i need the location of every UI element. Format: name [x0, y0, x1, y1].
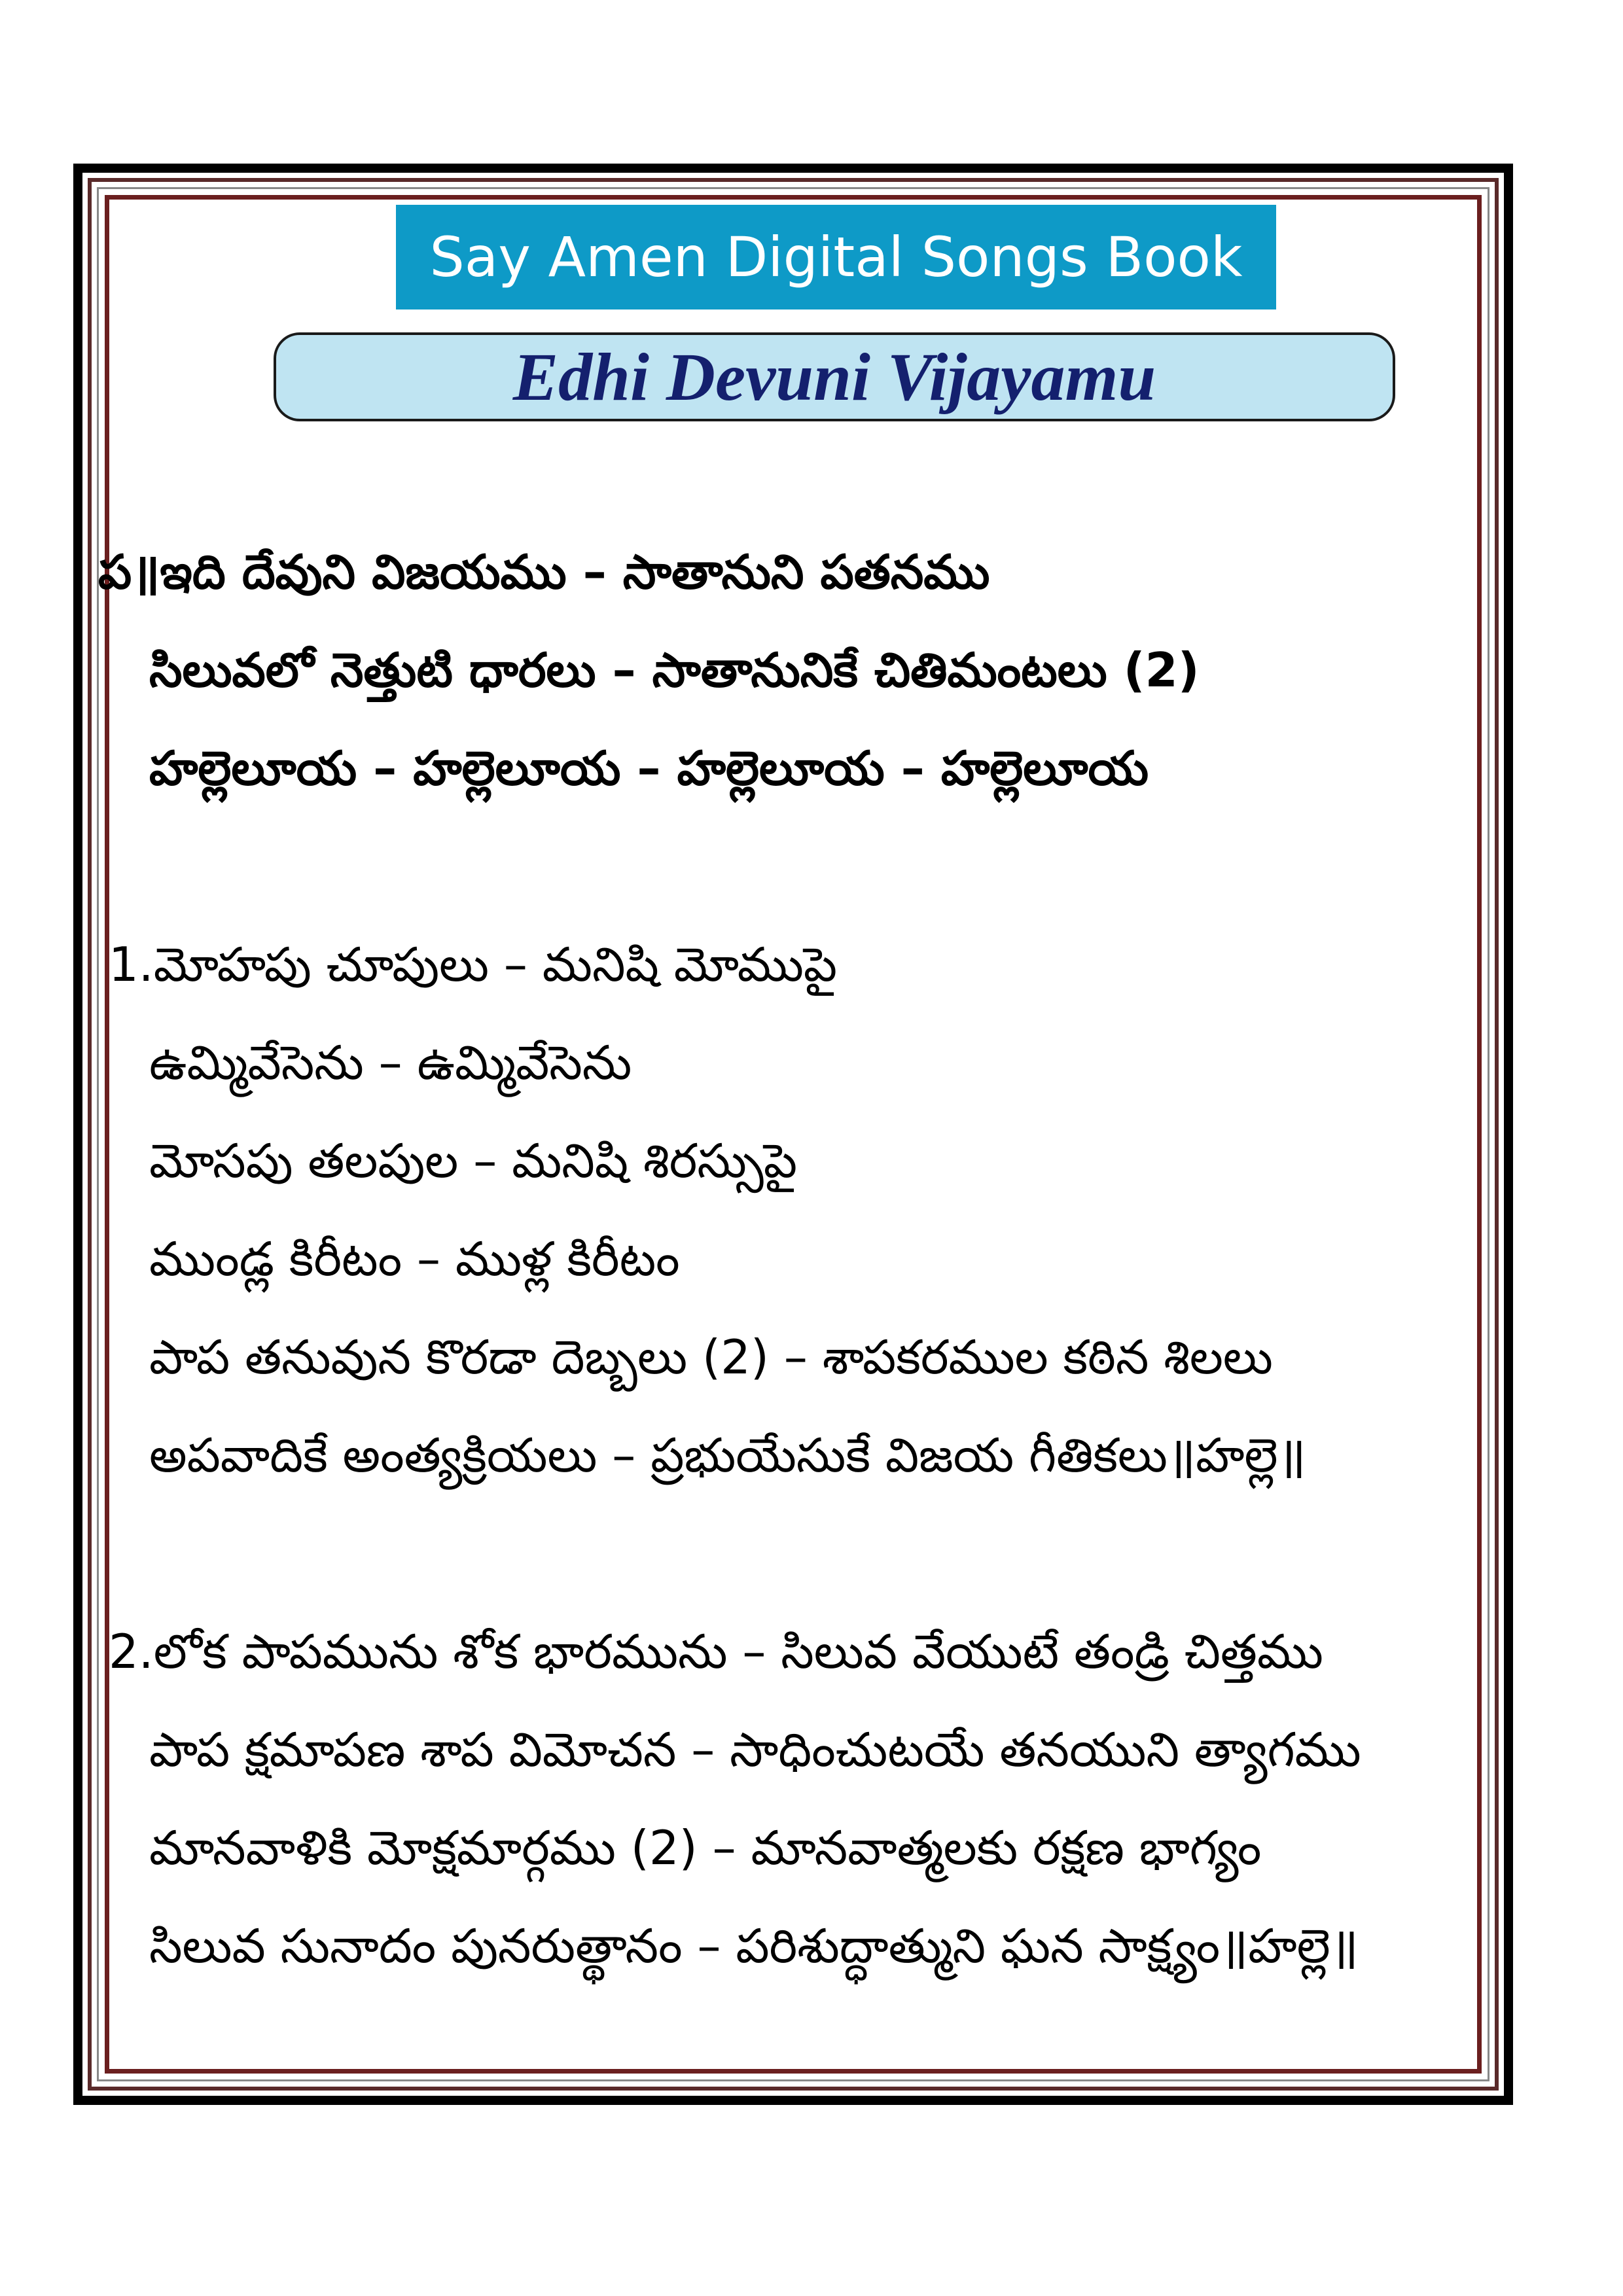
brand-title: Say Amen Digital Songs Book: [429, 225, 1243, 289]
verse2-line: పాప క్షమాపణ శాప విమోచన – సాధించుటయే తనయుని త్యాగము: [149, 1722, 1361, 1777]
pallavi-line: హల్లెలూయ – హల్లెలూయ – హల్లెలూయ – హల్లెలూయ: [149, 741, 1149, 796]
pallavi-line: సిలువలో నెత్తుటి ధారలు – సాతానునికే చితిమంటలు (2): [149, 643, 1200, 698]
verse1-line: ముండ్ల కిరీటం – ముళ్ల కిరీటం: [149, 1231, 680, 1286]
verse2-line: 2.లోక పాపమును శోక భారమును – సిలువ వేయుటే తండ్రి చిత్తము: [109, 1624, 1323, 1679]
brand-banner: [396, 205, 1276, 309]
verse1-line: 1.మోహపు చూపులు – మనిషి మోముపై: [109, 937, 838, 992]
verse1-line: అపవాదికే అంత్యక్రియలు – ప్రభుయేసుకే విజయ గీతికలు॥హల్లె॥: [149, 1428, 1306, 1483]
verse2-line: మానవాళికి మోక్షమార్గము (2) – మానవాత్మలకు రక్షణ భాగ్యం: [149, 1820, 1262, 1875]
song-title-box: [274, 332, 1395, 421]
verse1-line: మోసపు తలపుల – మనిషి శిరస్సుపై: [149, 1133, 798, 1188]
verse1-line: ఉమ్మివేసెను – ఉమ్మివేసెను: [149, 1035, 632, 1090]
verse1-line: పాప తనువున కొరడా దెబ్బలు (2) – శాపకరముల కఠిన శిలలు: [149, 1330, 1273, 1385]
verse2-line: సిలువ సునాదం పునరుత్థానం – పరిశుద్ధాత్ముని ఘన సాక్ష్యం॥హల్లె॥: [149, 1918, 1359, 1973]
song-title: Edhi Devuni Vijayamu: [512, 339, 1156, 415]
pallavi-line: ప॥ఇది దేవుని విజయము – సాతానుని పతనము: [98, 544, 990, 599]
